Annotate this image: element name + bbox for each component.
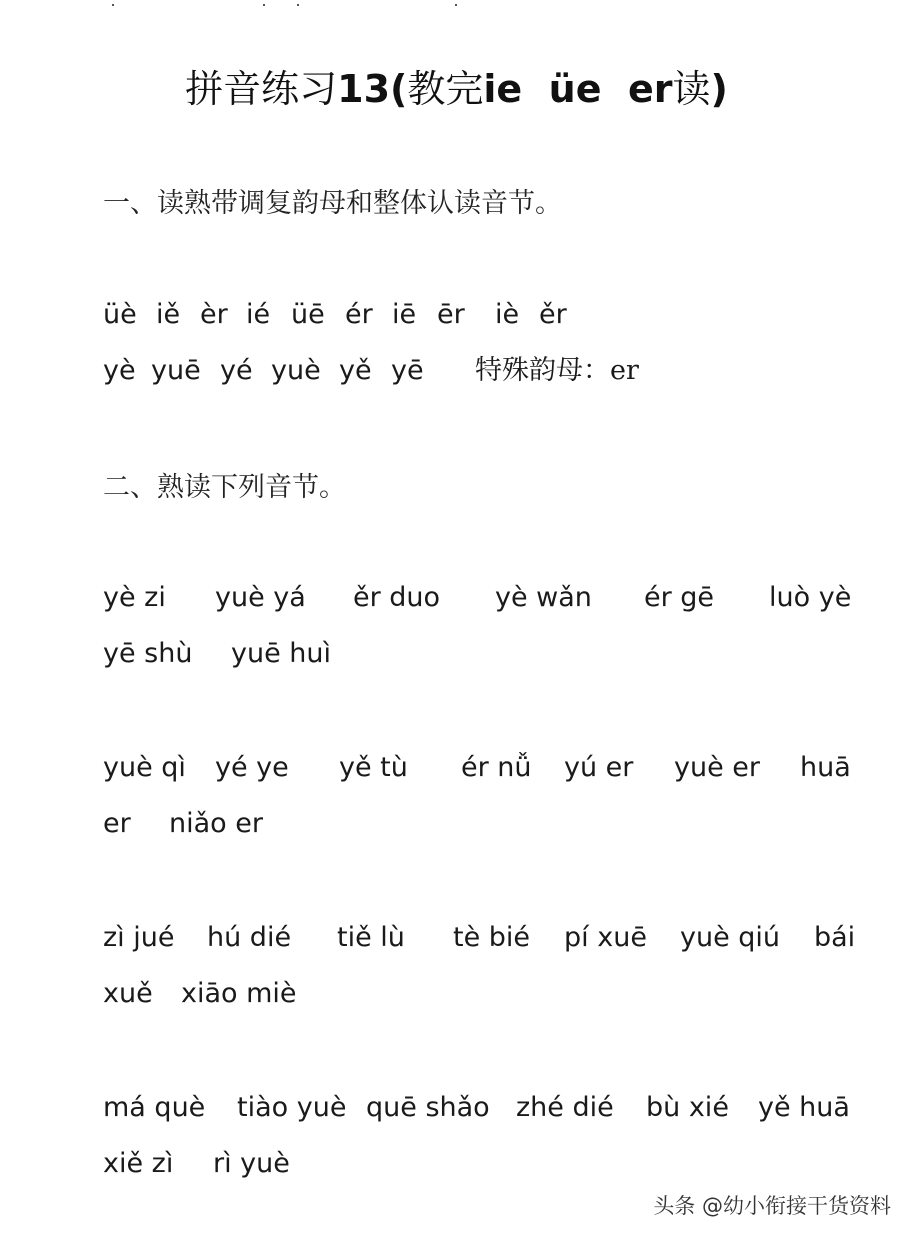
syllable: ér	[345, 299, 373, 330]
word: yè zi	[103, 582, 166, 613]
word: yě huā	[758, 1092, 850, 1123]
section-2-heading: 二、熟读下列音节。	[103, 472, 346, 503]
top-edge-marks	[0, 2, 913, 10]
word: yuè yá	[215, 582, 306, 613]
syllable: iě	[156, 299, 181, 330]
title-part-6: )	[710, 67, 728, 111]
syllable: yuē	[151, 355, 201, 386]
syllable: iè	[495, 299, 520, 330]
word: yě tù	[339, 752, 408, 783]
syllable: yě	[339, 355, 372, 386]
syllable: yuè	[271, 355, 321, 386]
word: hú dié	[207, 922, 292, 953]
word: ér gē	[644, 582, 715, 613]
watermark: 头条 @幼小衔接干货资料	[653, 1194, 891, 1218]
syllable: üē	[291, 299, 325, 330]
word: yé ye	[215, 752, 289, 783]
word: yuè qì	[103, 752, 186, 783]
title-part-1: 拼音练习	[185, 67, 338, 111]
page-title	[0, 66, 913, 112]
syllable: yè	[103, 355, 136, 386]
word: bái	[814, 922, 856, 953]
syllable: èr	[200, 299, 228, 330]
syllable: üè	[103, 299, 137, 330]
section-1-heading: 一、读熟带调复韵母和整体认读音节。	[103, 188, 562, 219]
word: yuē huì	[231, 638, 332, 669]
word: yuè er	[674, 752, 760, 783]
word: tè bié	[453, 922, 531, 953]
title-part-5: 读	[672, 67, 711, 111]
syllable: yē	[391, 355, 424, 386]
word: xiě zì	[103, 1148, 174, 1179]
syllable: ěr	[539, 299, 567, 330]
word: yuè qiú	[680, 922, 781, 953]
word: yē shù	[103, 638, 193, 669]
word: xiāo miè	[181, 978, 297, 1009]
word: er	[103, 808, 131, 839]
word: ér nǚ	[461, 752, 532, 783]
word: tiě lù	[337, 922, 405, 953]
word: zhé dié	[516, 1092, 614, 1123]
word: yú er	[564, 752, 634, 783]
word: tiào yuè	[237, 1092, 347, 1123]
word: quē shǎo	[366, 1092, 490, 1123]
word: zì jué	[103, 922, 175, 953]
syllable: yé	[220, 355, 253, 386]
word: pí xuē	[564, 922, 647, 953]
title-part-3: 教完	[407, 67, 484, 111]
word: bù xié	[646, 1092, 729, 1123]
title-part-4: ie üe er	[483, 67, 673, 111]
word: má què	[103, 1092, 206, 1123]
syllable: ēr	[437, 299, 465, 330]
syllable: iē	[392, 299, 417, 330]
word: ěr duo	[353, 582, 441, 613]
word: rì yuè	[213, 1148, 290, 1179]
syllable: ié	[246, 299, 271, 330]
word: huā	[800, 752, 851, 783]
word: luò yè	[769, 582, 852, 613]
word: niǎo er	[169, 808, 263, 839]
title-part-2: 13(	[337, 67, 408, 111]
word: xuě	[103, 978, 153, 1009]
special-final-label: 特殊韵母：er	[475, 355, 639, 386]
word: yè wǎn	[495, 582, 592, 613]
